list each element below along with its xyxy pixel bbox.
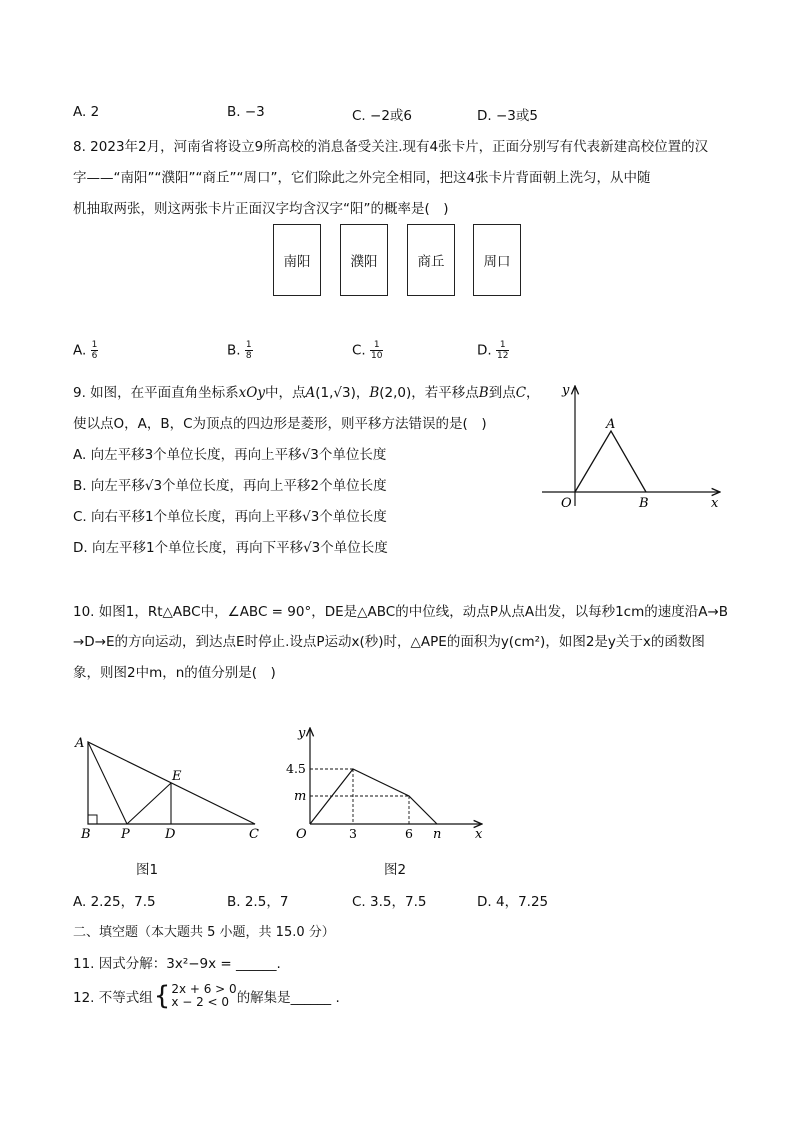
point-a-label: A [606,417,616,432]
q7-option-b: B. −3 [227,104,265,120]
q10-figure-2 [282,722,492,847]
q9-option-b: B. 向左平移√3个单位长度，再向上平移2个单位长度 [73,478,387,494]
card-shangqiu: 商丘 [407,224,455,296]
q10-option-b: B. 2.5，7 [227,894,289,910]
label-d: D [165,827,176,842]
q8-line2: 字——“南阳”“濮阳”“商丘”“周口”，它们除此之外完全相同，把这4张卡片背面朝上洗匀，从中随 [73,170,651,186]
q10-option-a: A. 2.25，7.5 [73,894,156,910]
q9-option-d: D. 向左平移1个单位长度，再向下平移√3个单位长度 [73,540,388,556]
right-angle-mark [88,815,97,824]
q10-option-d: D. 4，7.25 [477,894,549,910]
q8-option-b: B. $\frac{1}{8}$ [227,340,252,361]
segment-pe [127,783,171,824]
label-b: B [81,827,91,842]
tick-6: 6 [405,826,413,841]
figure-1-caption: 图1 [136,862,159,878]
q10-option-c: C. 3.5，7.5 [352,894,427,910]
q10-line3: 象，则图2中m，n的值分别是( ) [73,665,276,681]
segment-ap [88,742,127,824]
x-axis-label: x [711,496,719,511]
q7-option-a: A. 2 [73,104,100,120]
brace-icon: { [153,981,171,1011]
q7-option-d: D. −3或5 [477,108,538,124]
q10-line1: 10. 如图1，Rt△ABC中，∠ABC = 90°，DE是△ABC的中位线，动点P从点A出发，以每秒1cm的速度沿A→B [73,604,729,620]
q8-line1: 8. 2023年2月，河南省将设立9所高校的消息备受关注.现有4张卡片，正面分别写有代表新建高校位置的汉 [73,139,709,155]
q9-option-c: C. 向右平移1个单位长度，再向上平移√3个单位长度 [73,509,387,525]
fig2-y-label: y [298,726,306,741]
q8-line3: 机抽取两张，则这两张卡片正面汉字均含汉字“阳”的概率是( ) [73,201,449,217]
q10-figure-1 [70,730,270,845]
q12-prefix: 12. 不等式组 [73,990,153,1006]
q8-option-a: A. $\frac{1}{6}$ [73,340,98,361]
tick-3: 3 [349,826,357,841]
label-c: C [249,827,259,842]
card-nanyang: 南阳 [273,224,321,296]
card-zhoukou: 周口 [473,224,521,296]
y-axis-label: y [562,383,570,398]
fig2-x-label: x [475,827,483,842]
q12-suffix: 的解集是______ . [236,990,340,1006]
function-graph [310,769,437,824]
figure-2-caption: 图2 [384,862,407,878]
origin-label: O [561,496,572,511]
q12 [73,983,340,1009]
q9-option-a: A. 向左平移3个单位长度，再向上平移√3个单位长度 [73,447,387,463]
point-b-label: B [639,496,649,511]
fig2-origin: O [296,827,307,842]
q8-option-c: C. $\frac{1}{10}$ [352,340,383,361]
q8-option-d: D. $\frac{1}{12}$ [477,340,509,361]
q11-text: 11. 因式分解：3x²−9x = ______. [73,956,281,972]
q9-coordinate-figure [530,378,730,518]
inequality-1: 2x + 6 > 0 [171,982,237,996]
tick-n: n [433,827,442,842]
tick-4-5: 4.5 [286,761,306,776]
card-puyang: 濮阳 [340,224,388,296]
tick-m: m [294,789,307,804]
triangle-oab [575,431,646,492]
q9-line2: 使以点O，A，B，C为顶点的四边形是菱形，则平移方法错误的是( ) [73,416,487,432]
section-2-heading: 二、填空题（本大题共 5 小题，共 15.0 分） [73,925,335,940]
inequality-2: x − 2 < 0 [171,995,230,1009]
label-e: E [172,769,182,784]
q10-line2: →D→E的方向运动，到达点E时停止.设点P运动x(秒)时，△APE的面积为y(cm²)，如图2是y关于x的函数图 [73,634,705,650]
q7-option-c: C. −2或6 [352,108,412,124]
q9-line1: 9. 如图，在平面直角坐标系xOy中，点A(1,√3)，B(2,0)，若平移点B到点C， [73,385,540,401]
label-p: P [121,827,130,842]
label-a: A [75,736,85,751]
inequality-system [171,983,236,1009]
